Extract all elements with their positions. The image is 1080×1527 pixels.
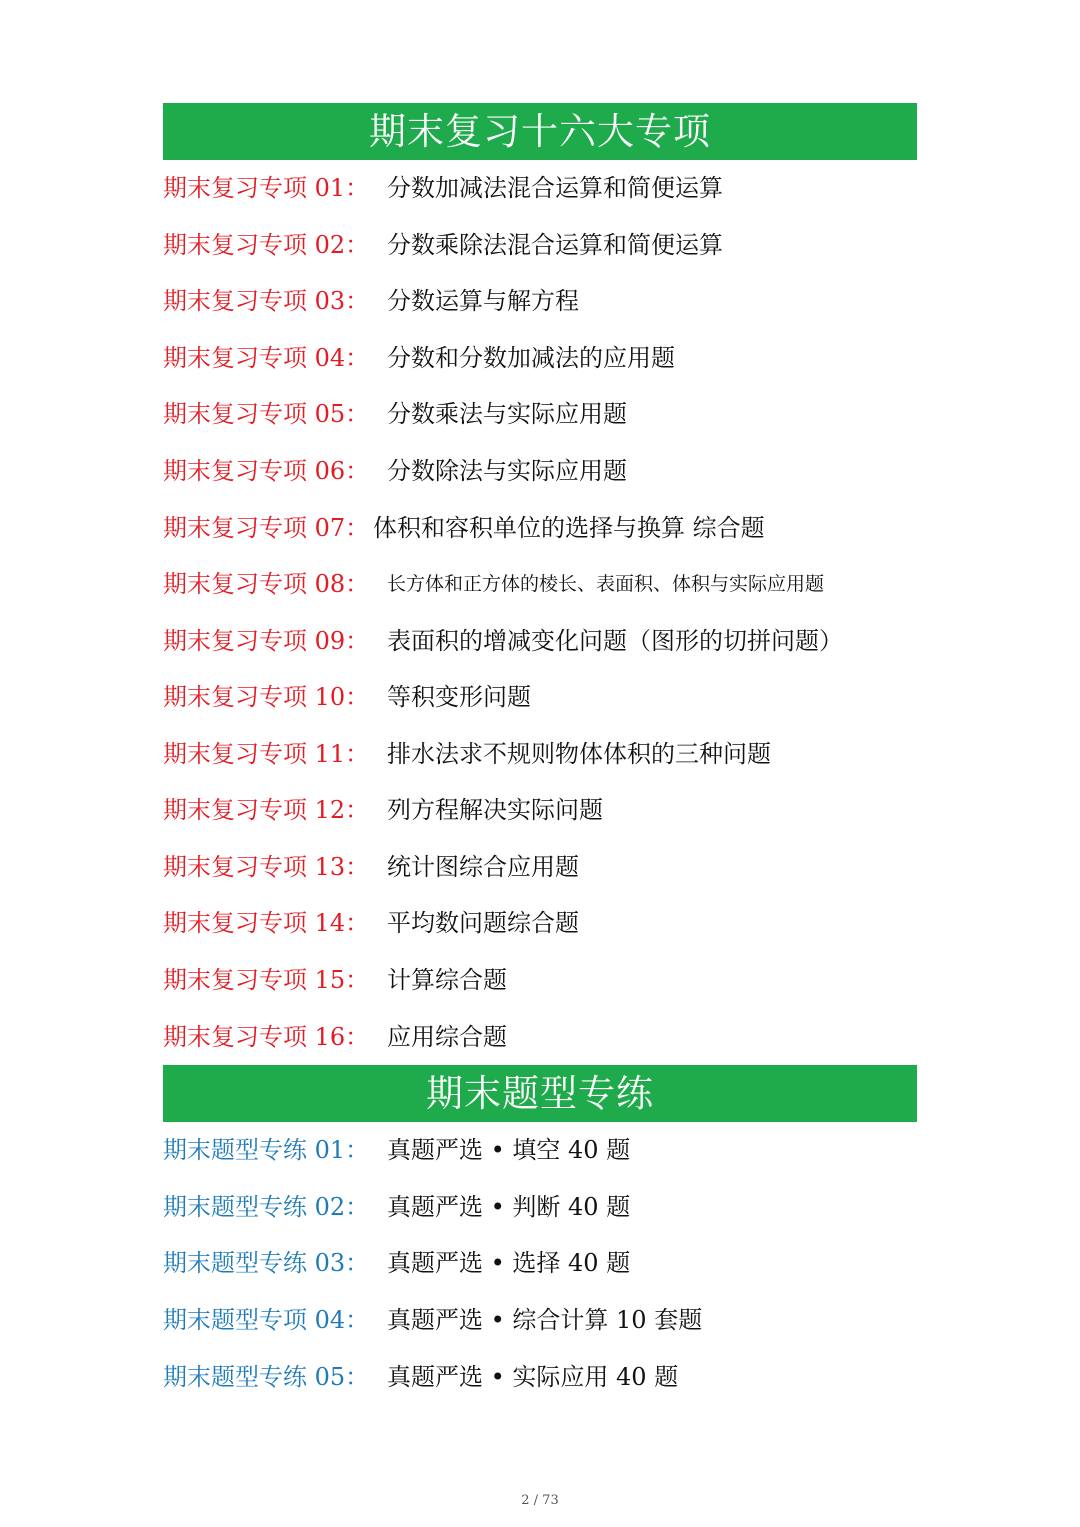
item-topic: 真题严选 • 判断 40 题 <box>387 1193 631 1221</box>
item-label: 期末复习专项 12： <box>163 796 370 824</box>
page-number: 2 / 73 <box>521 1493 559 1508</box>
item-label: 期末复习专项 07： <box>163 514 370 542</box>
section-title-practice: 期末题型专练 <box>163 1065 917 1122</box>
item-label: 期末题型专练 05： <box>163 1363 370 1391</box>
item-label: 期末题型专项 04： <box>163 1306 370 1334</box>
item-topic: 真题严选 • 实际应用 40 题 <box>387 1363 679 1391</box>
item-topic: 平均数问题综合题 <box>387 909 579 937</box>
item-label: 期末复习专项 10： <box>163 683 370 711</box>
item-label: 期末复习专项 15： <box>163 966 370 994</box>
item-label: 期末复习专项 05： <box>163 400 370 428</box>
item-label: 期末复习专项 13： <box>163 853 370 881</box>
item-label: 期末题型专练 02： <box>163 1193 370 1221</box>
item-label: 期末复习专项 08： <box>163 570 370 598</box>
item-topic: 分数加减法混合运算和简便运算 <box>387 174 723 202</box>
item-topic: 分数除法与实际应用题 <box>387 457 627 485</box>
item-topic: 真题严选 • 选择 40 题 <box>387 1249 631 1277</box>
item-topic: 应用综合题 <box>387 1023 507 1051</box>
item-topic: 体积和容积单位的选择与换算 综合题 <box>373 514 765 542</box>
item-label: 期末复习专项 11： <box>163 740 370 768</box>
item-label: 期末复习专项 03： <box>163 287 370 315</box>
item-topic: 真题严选 • 综合计算 10 套题 <box>387 1306 703 1334</box>
item-label: 期末题型专练 03： <box>163 1249 370 1277</box>
item-label: 期末复习专项 06： <box>163 457 370 485</box>
item-topic: 等积变形问题 <box>387 683 531 711</box>
item-topic: 统计图综合应用题 <box>387 853 579 881</box>
item-topic: 分数运算与解方程 <box>387 287 579 315</box>
item-label: 期末复习专项 01： <box>163 174 370 202</box>
item-topic: 真题严选 • 填空 40 题 <box>387 1136 631 1164</box>
item-label: 期末复习专项 09： <box>163 627 370 655</box>
item-topic: 计算综合题 <box>387 966 507 994</box>
item-topic: 分数和分数加减法的应用题 <box>387 344 675 372</box>
item-topic: 长方体和正方体的棱长、表面积、体积与实际应用题 <box>387 573 825 595</box>
item-label: 期末复习专项 02： <box>163 231 370 259</box>
item-topic: 分数乘除法混合运算和简便运算 <box>387 231 723 259</box>
item-topic: 表面积的增减变化问题（图形的切拼问题） <box>387 627 843 655</box>
section-title-review: 期末复习十六大专项 <box>163 103 917 160</box>
item-label: 期末复习专项 14： <box>163 909 370 937</box>
item-topic: 列方程解决实际问题 <box>387 796 603 824</box>
item-topic: 分数乘法与实际应用题 <box>387 400 627 428</box>
item-label: 期末复习专项 04： <box>163 344 370 372</box>
item-label: 期末题型专练 01： <box>163 1136 370 1164</box>
item-label: 期末复习专项 16： <box>163 1023 370 1051</box>
item-topic: 排水法求不规则物体体积的三种问题 <box>387 740 771 768</box>
